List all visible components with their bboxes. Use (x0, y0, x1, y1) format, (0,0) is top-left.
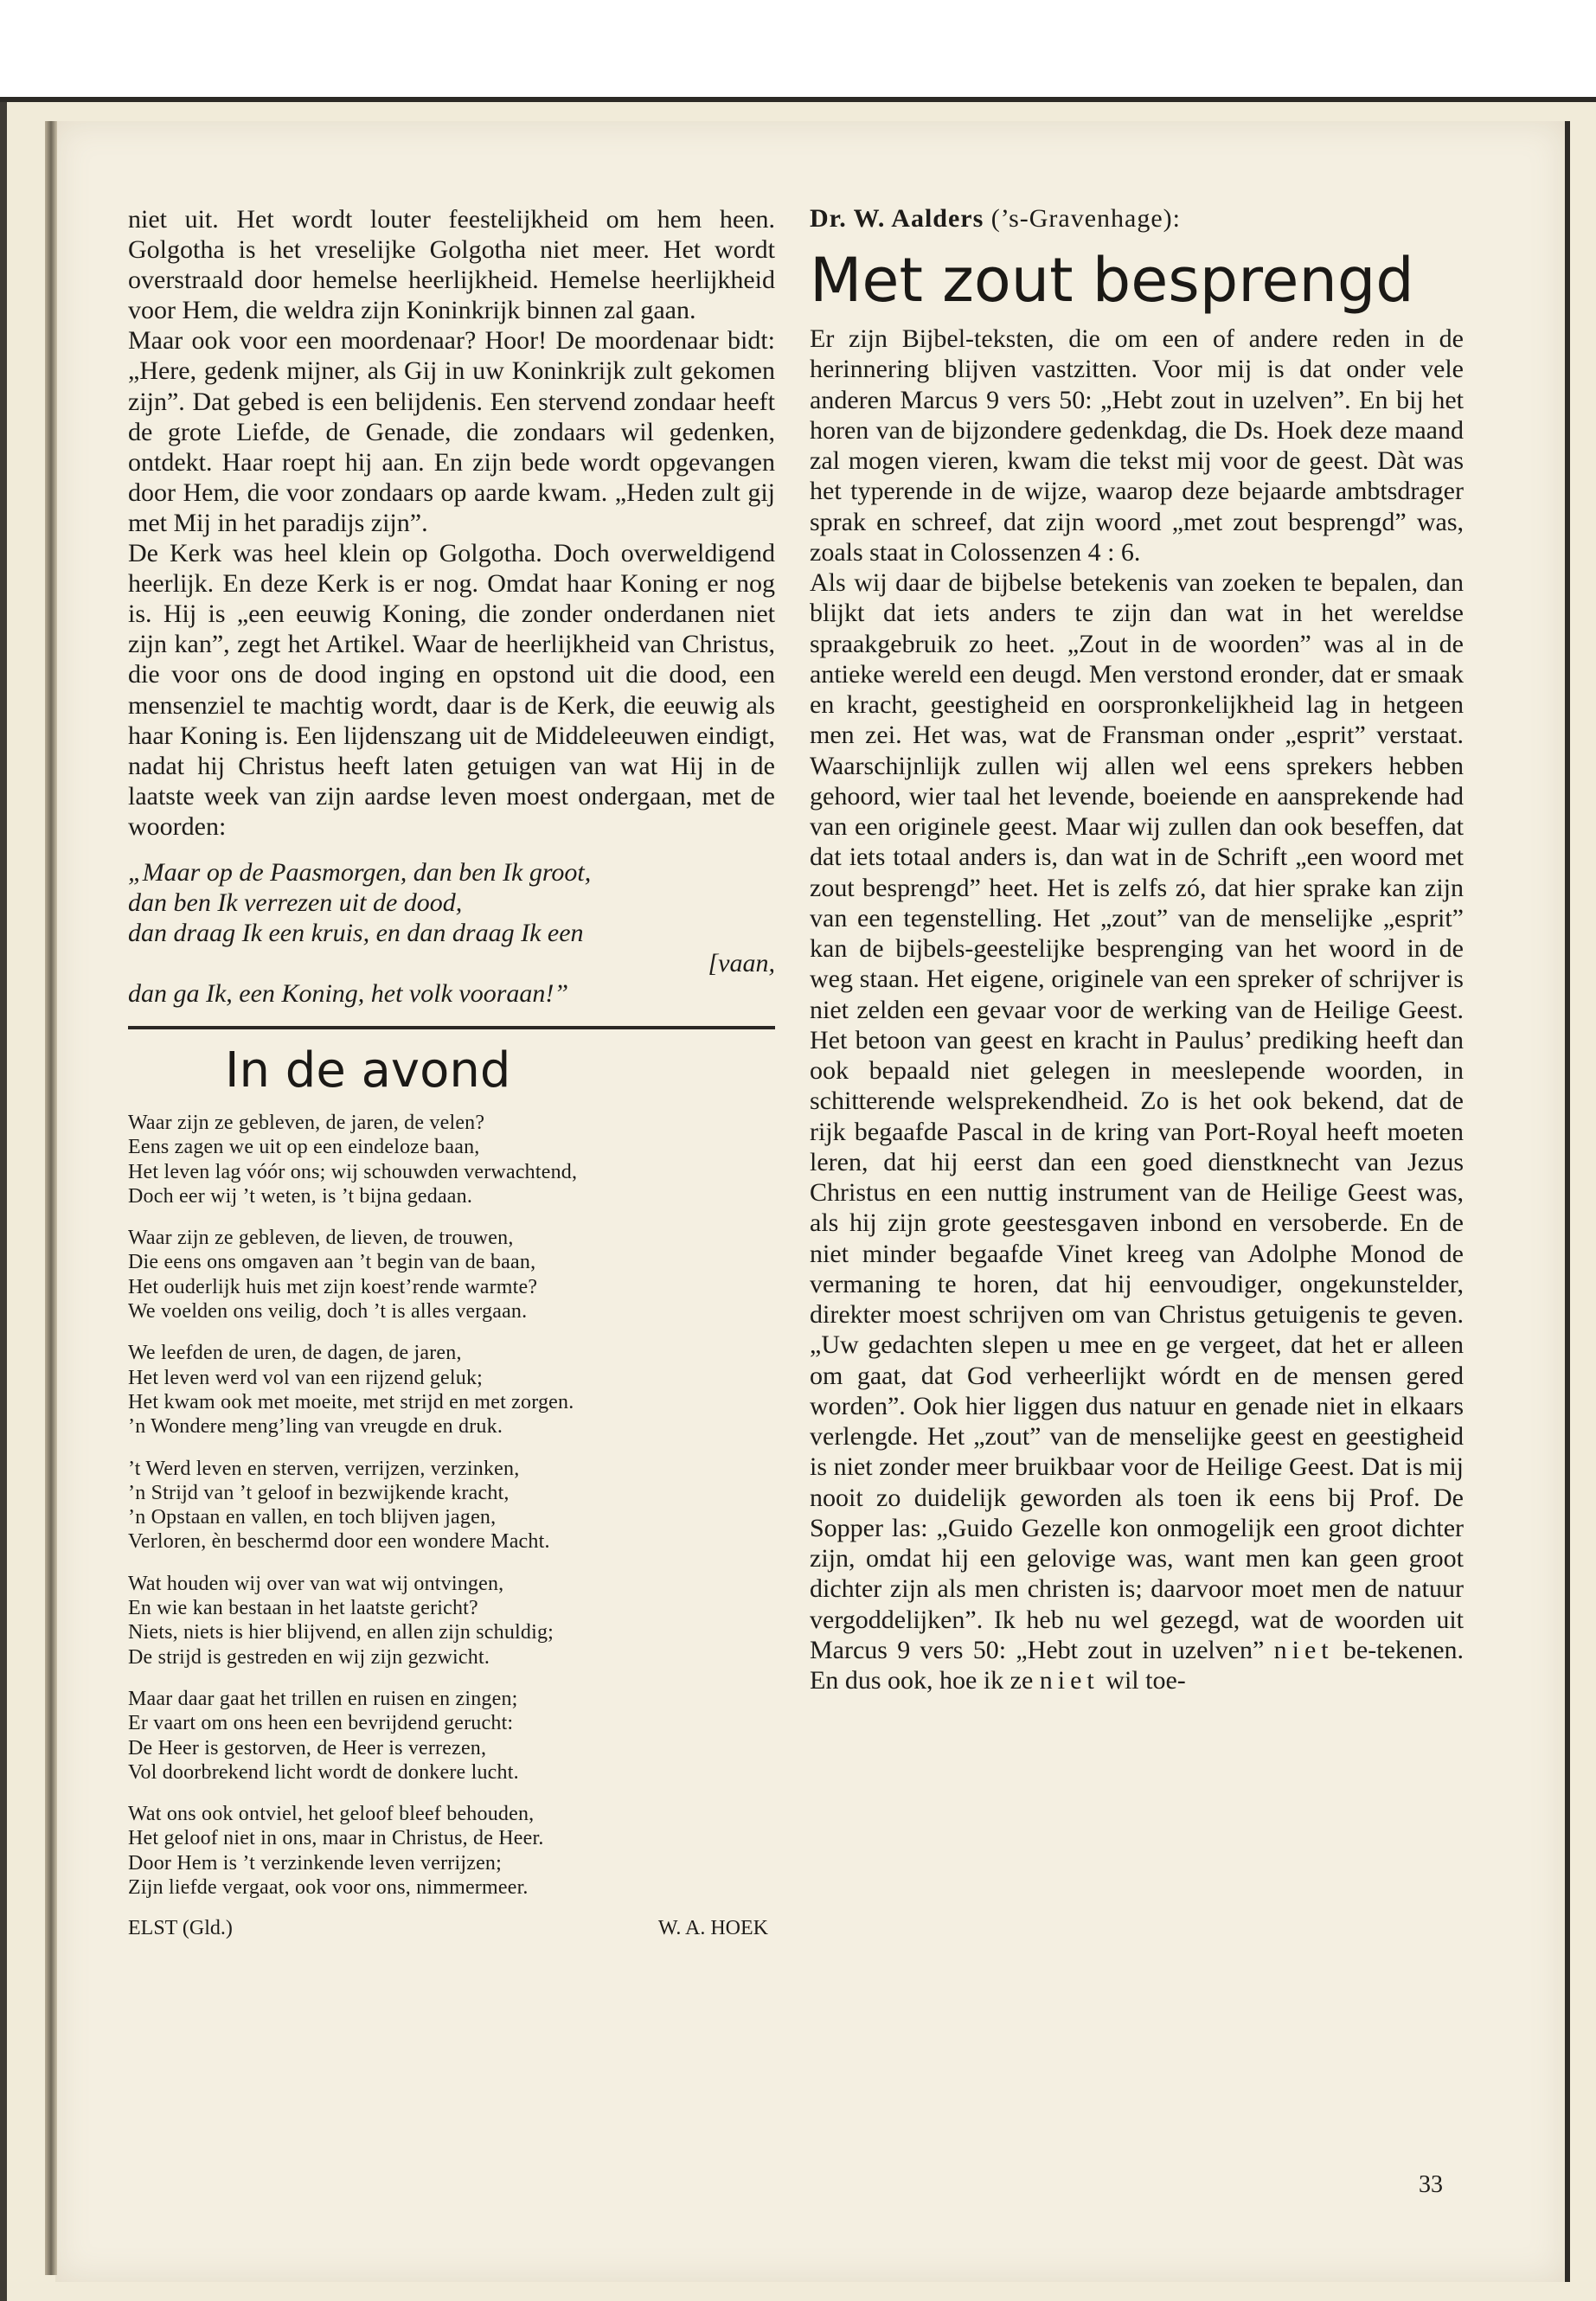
article-byline (810, 204, 1464, 234)
poem-line: ’n Opstaan en vallen, en toch blijven jagen, (128, 1506, 497, 1529)
left-column (128, 204, 775, 1940)
article-body (810, 324, 1464, 1695)
poem-line: Die eens ons omgaven aan ’t begin van de baan, (128, 1251, 536, 1274)
poem-line: Waar zijn ze gebleven, de jaren, de velen? (128, 1111, 485, 1134)
emphasized-word: niet (1273, 1635, 1334, 1664)
quote-line: dan ga Ik, een Koning, het volk vooraan!” (128, 978, 569, 1008)
paragraph: Maar ook voor een moordenaar? Hoor! De moordenaar bidt: „Here, gedenk mijner, als Gij in uw Koninkrijk zult gekomen zijn”. Dat gebed is een belijdenis. Een stervend zondaar heeft de grote Liefde, de Genade, die zondaars wil gedenken, ontdekt. Haar roept hij aan. En zijn bede wordt opgevangen door Hem, die voor zondaars op aarde kwam. „Heden zult gij met Mij in het paradijs zijn”. (128, 326, 775, 537)
quote-line: [vaan, (708, 948, 775, 977)
poem-line: Het leven werd vol van een rijzend geluk; (128, 1366, 484, 1389)
poem-line: Wat houden wij over van wat wij ontvingen, (128, 1572, 504, 1595)
poem-line: Het leven lag vóór ons; wij schouwden verwachtend, (128, 1160, 578, 1183)
poem-line: Het kwam ook met moeite, met strijd en met zorgen. (128, 1390, 574, 1413)
right-column (810, 204, 1464, 1695)
book-binding (45, 121, 57, 2275)
author-place: (’s-Gravenhage): (990, 204, 1181, 233)
paragraph: De Kerk was heel klein op Golgotha. Doch overweldigend heerlijk. En deze Kerk is er nog. Omdat haar Koning er nog is. Hij is „een eeuwig Koning, die zonder onderdanen niet zijn kan”, zegt het Artikel. Waar de heerlijkheid van Christus, die voor ons de dood inging en opstond uit die dood, een mensenziel te machtig wordt, daar is de Kerk, die eeuwig als haar Koning is. Een lijdenszang uit de Middeleeuwen eindigt, nadat hij Christus heeft laten getuigen van wat Hij in de laatste week van zijn aardse leven moest ondergaan, met de woorden: (128, 539, 775, 841)
poem-line: ’t Werd leven en sterven, verrijzen, verzinken, (128, 1457, 520, 1480)
poem-line: ’n Strijd van ’t geloof in bezwijkende kracht, (128, 1481, 510, 1504)
quote-line: dan draag Ik een kruis, en dan draag Ik een (128, 918, 584, 947)
stanza (128, 1572, 775, 1670)
scan-margin (0, 0, 1596, 102)
poem-line: Het ouderlijk huis met zijn koest’rende warmte? (128, 1275, 538, 1298)
quote-line: dan ben Ik verrezen uit de dood, (128, 888, 463, 917)
poem-line: De strijd is gestreden en wij zijn gezwicht. (128, 1645, 490, 1669)
stanza (128, 1687, 775, 1785)
paragraph-text: wil toe- (1099, 1666, 1186, 1695)
poem-line: Zijn liefde vergaat, ook voor ons, nimmermeer. (128, 1875, 529, 1899)
poem-line: Wat ons ook ontviel, het geloof bleef behouden, (128, 1803, 535, 1826)
hymn-quote (128, 857, 775, 1009)
poem-line: We voelden ons veilig, doch ’t is alles vergaan. (128, 1300, 528, 1324)
author-name: Dr. W. Aalders (810, 204, 984, 233)
stanza (128, 1457, 775, 1554)
poem-line: We leefden de uren, de dagen, de jaren, (128, 1342, 462, 1365)
poem-line: Eens zagen we uit op een eindeloze baan, (128, 1136, 480, 1159)
stanza (128, 1111, 775, 1208)
poem-author: W. A. HOEK (657, 1917, 768, 1940)
poem-line: Door Hem is ’t verzinkende leven verrijzen; (128, 1851, 502, 1875)
divider-rule (128, 1026, 775, 1029)
paragraph-text: be-tekenen. En dus ook, hoe ik ze (810, 1635, 1465, 1695)
poem-title: In de avond (225, 1042, 511, 1099)
poem-line: Het geloof niet in ons, maar in Christus, de Heer. (128, 1827, 544, 1850)
paragraph: niet uit. Het wordt louter feestelijkheid om hem heen. Golgotha is het vreselijke Golgotha niet meer. Het wordt overstraald door hemelse heerlijkheid. Hemelse heerlijkheid voor Hem, die weldra zijn Koninkrijk binnen zal gaan. (128, 205, 775, 325)
page-number: 33 (1419, 2171, 1443, 2198)
book-edge-left (0, 102, 7, 2301)
poem-line: En wie kan bestaan in het laatste gericht? (128, 1597, 478, 1620)
stanza (128, 1802, 775, 1900)
paragraph (810, 567, 1464, 1695)
poem-line: Er vaart om ons heen een bevrijdend gerucht: (128, 1712, 514, 1735)
poem-line: Waar zijn ze gebleven, de lieven, de trouwen, (128, 1227, 514, 1250)
poem-line: Doch eer wij ’t weten, is ’t bijna gedaan. (128, 1184, 473, 1208)
poem-line: Niets, niets is hier blijvend, en allen zijn schuldig; (128, 1621, 554, 1644)
quote-line: „Maar op de Paasmorgen, dan ben Ik groot, (128, 857, 592, 887)
article-title: Met zout besprengd (810, 245, 1414, 316)
paragraph-text: Als wij daar de bijbelse betekenis van zoeken te bepalen, dan blijkt dat iets anders te zijn dan wat in het wereldse spraakgebruik zo heet. „Zout in de woorden” was al in de antieke wereld een deugd. Men verstond eronder, dat er smaak en kracht, geestigheid en oorspronkelijkheid lag in hetgeen men zei. Het was, wat de Fransman onder „esprit” verstaat. Waarschijnlijk zullen wij allen wel eens sprekers hebben gehoord, wier taal het levende, boeiende en aansprekende had van een originele geest. Maar wij zullen dan ook beseffen, dat dat iets totaal anders is, dan wat in de Schrift „een woord met zout besprengd” heet. Het is zelfs zó, dat hier sprake kan zijn van een tegenstelling. Het „zout” van de menselijke „esprit” kan de bijbels-geestelijke besprenging van het woord in de weg staan. Het eigene, originele van een spreker of schrijver is niet zelden een gevaar voor de werking van de Heilige Geest. Het betoon van geest en kracht in Paulus’ prediking heeft dan ook bepaald niet gelegen in meeslepende woorden, in schitterende welsprekendheid. Zo is het ook bekend, dat de rijk begaafde Pascal in de kring van Port-Royal heeft moeten leren, dat hij eerst dan een goed dienstknecht van Jezus Christus en een nuttig instrument van de Heilige Geest was, als hij zijn grote geestesgaven inbond en versoberde. En de niet minder begaafde Vinet kreeg van Adolphe Monod de vermaning te horen, dat hij eenvoudiger, ongekunstelder, direkter moest schrijven om van Christus getuigenis te geven. „Uw gedachten slepen u mee en ge vergeet, dat het er alleen om gaat, dat God verheerlijkt wórdt en de mensen gered worden”. Ook hier liggen dus natuur en genade niet in elkaars verlengde. Het „zout” van de menselijke geest en geestigheid is niet zonder meer bruikbaar voor de Heilige Geest. Dat is mij nooit zo duidelijk geworden als toen ik eens bij Prof. De Sopper las: „Guido Gezelle kon onmogelijk een groot dichter zijn, omdat hij een gelovige was, want men kan geen groot dichter zijn als men christen is; daarvoor moet men de natuur vergoddelijken”. Ik heb nu wel gezegd, wat de woorden uit Marcus 9 vers 50: „Hebt zout in uzelven” (810, 568, 1464, 1664)
left-prose (128, 204, 775, 842)
poem-line: Verloren, èn beschermd door een wondere Macht. (128, 1530, 550, 1554)
poem-signature (128, 1917, 768, 1940)
paragraph: Er zijn Bijbel-teksten, die om een of andere reden in de herinnering blijven vastzitten. Voor mij is dat onder vele anderen Marcus 9 vers 50: „Hebt zout in uzelven”. En bij het horen van de bijzondere gedenkdag, die Ds. Hoek deze maand zal mogen vieren, kwam die tekst mij voor de geest. Dàt was het typerende in de wijze, waarop deze bejaarde ambtsdrager sprak en schreef, dat zijn woord „met zout besprengd” was, zoals staat in Colossenzen 4 : 6. (810, 324, 1464, 567)
poem-place: ELST (Gld.) (128, 1917, 233, 1940)
poem-line: Maar daar gaat het trillen en ruisen en zingen; (128, 1687, 518, 1710)
poem-line: ’n Wondere meng’ling van vreugde en druk. (128, 1415, 503, 1439)
poem-line: De Heer is gestorven, de Heer is verrezen, (128, 1736, 487, 1759)
poem-body (128, 1111, 775, 1900)
emphasized-word: niet (1039, 1666, 1099, 1695)
stanza (128, 1341, 775, 1439)
stanza (128, 1226, 775, 1324)
poem-line: Vol doorbrekend licht wordt de donkere lucht. (128, 1760, 519, 1784)
